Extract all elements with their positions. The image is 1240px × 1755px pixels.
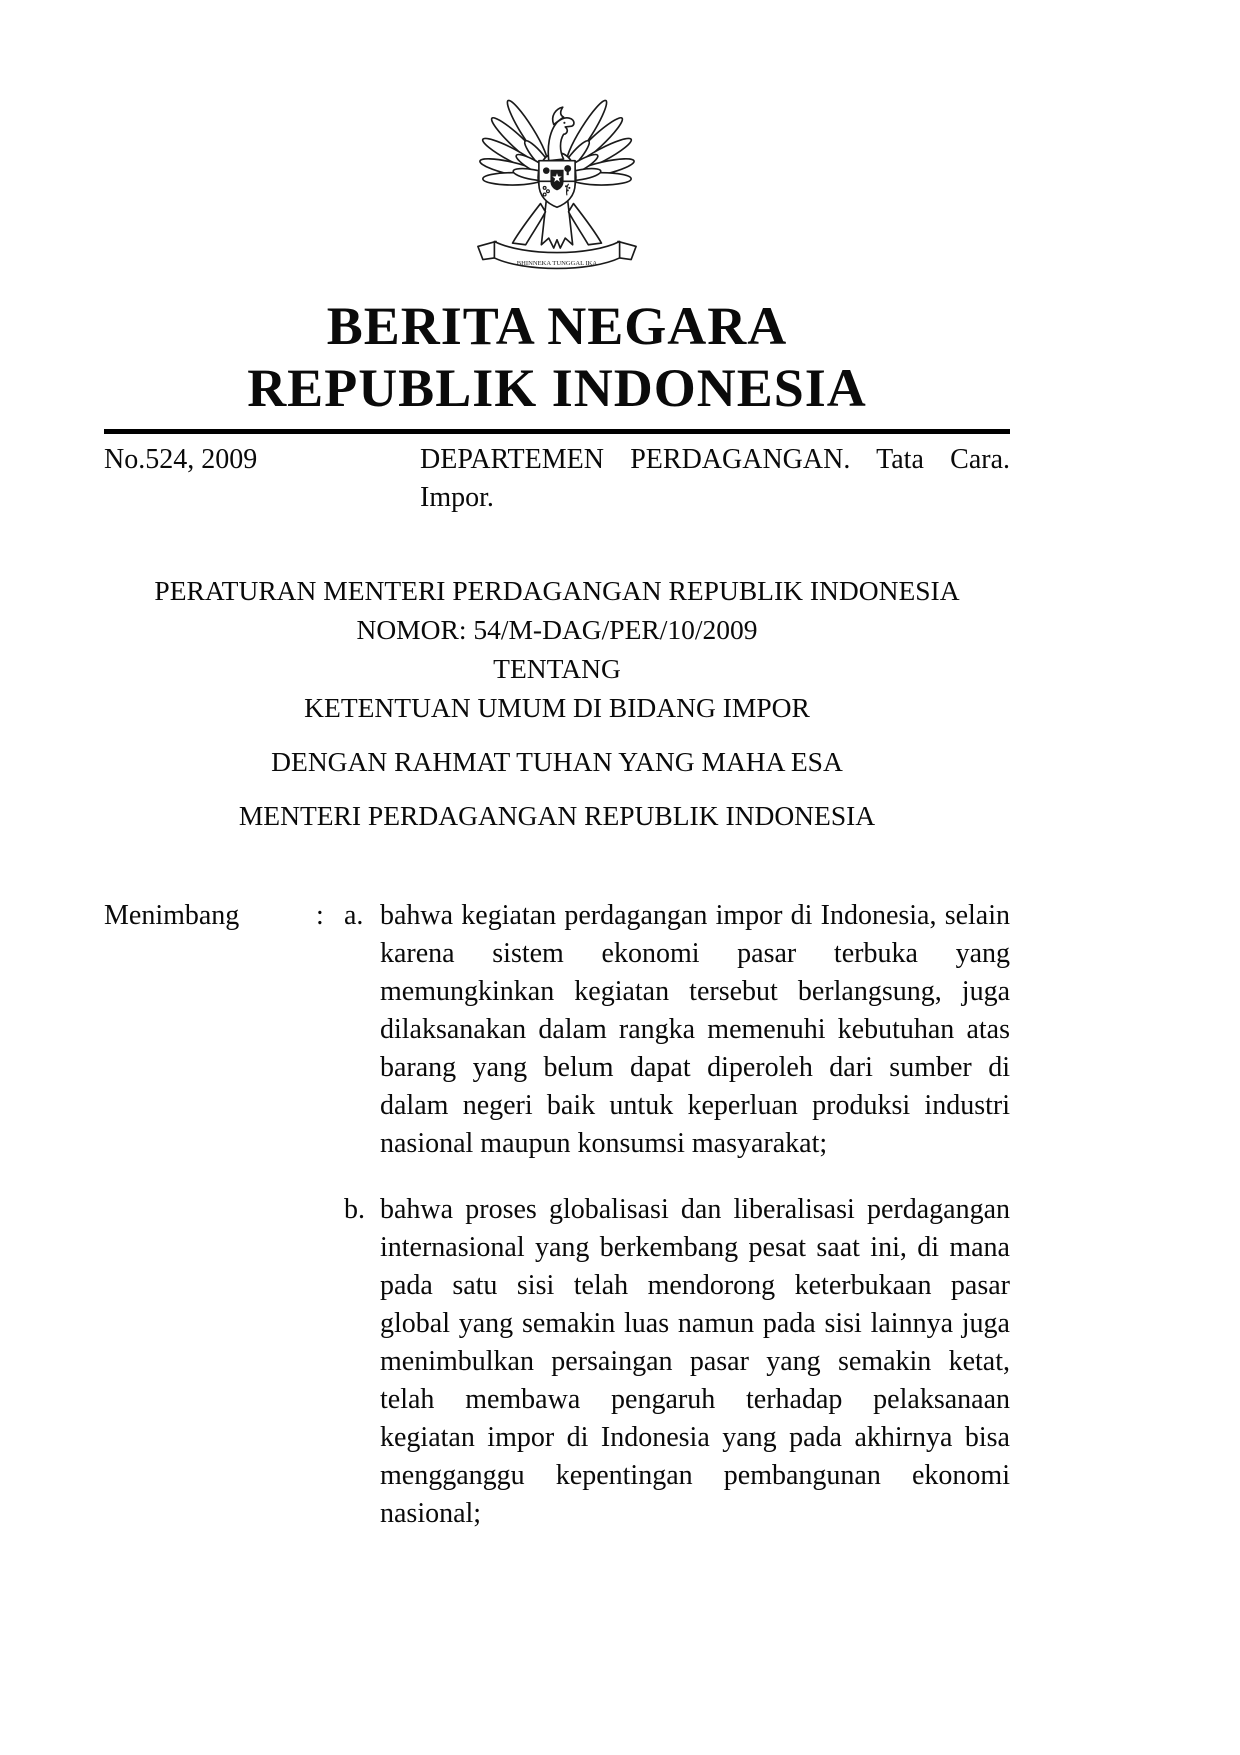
invocation-line: DENGAN RAHMAT TUHAN YANG MAHA ESA xyxy=(271,746,843,777)
regulation-title-block xyxy=(104,571,1010,835)
empty-label-cell xyxy=(104,1191,316,1533)
empty-separator-cell xyxy=(316,1191,344,1533)
regulation-number: NOMOR: 54/M-DAG/PER/10/2009 xyxy=(356,614,758,645)
consideration-item-b xyxy=(104,1191,1010,1533)
pancasila-shield xyxy=(539,161,575,208)
masthead-line2: REPUBLIK INDONESIA xyxy=(247,358,867,418)
considerations-section xyxy=(104,897,1010,1533)
item-text: bahwa kegiatan perdagangan impor di Indonesia, selain karena sistem ekonomi pasar terbuka yang memungkinkan kegiatan tersebut berlangsung, juga dilaksanakan dalam rangka memenuhi kebutuhan atas barang yang belum dapat diperoleh dari sumber di dalam negeri baik untuk keperluan produksi industri nasional maupun konsumsi masyarakat; xyxy=(380,900,1010,1159)
authority-line: MENTERI PERDAGANGAN REPUBLIK INDONESIA xyxy=(238,800,876,831)
motto-text: BHINNEKA TUNGGAL IKA xyxy=(516,259,598,267)
consideration-item-a xyxy=(104,897,1010,1163)
gazette-masthead xyxy=(104,295,1010,419)
garuda-pancasila-icon xyxy=(462,80,652,281)
item-marker: b. xyxy=(344,1194,365,1225)
masthead-line1: BERITA NEGARA xyxy=(326,296,788,356)
regulation-title: PERATURAN MENTERI PERDAGANGAN REPUBLIK INDONESIA xyxy=(154,575,960,606)
considerations-separator: : xyxy=(316,900,324,931)
regulation-tentang: TENTANG xyxy=(493,653,621,684)
item-marker: a. xyxy=(344,900,364,931)
considerations-label: Menimbang xyxy=(104,900,240,931)
masthead-divider xyxy=(104,429,1010,434)
gazette-number: No.524, 2009 xyxy=(104,444,258,475)
gazette-subject: DEPARTEMEN PERDAGANGAN. Tata Cara. Impor. xyxy=(420,444,1010,513)
regulation-subject: KETENTUAN UMUM DI BIDANG IMPOR xyxy=(304,692,810,723)
emblem-container xyxy=(104,80,1010,281)
item-text: bahwa proses globalisasi dan liberalisasi perdagangan internasional yang berkembang pesat saat ini, di mana pada satu sisi telah mendorong keterbukaan pasar global yang semakin luas namun pada sisi lainnya juga menimbulkan persaingan pasar yang semakin ketat, telah membawa pengaruh terhadap pelaksanaan kegiatan impor di Indonesia yang pada akhirnya bisa mengganggu kepentingan pembangunan ekonomi nasional; xyxy=(380,1194,1010,1529)
gazette-header xyxy=(104,441,1010,517)
